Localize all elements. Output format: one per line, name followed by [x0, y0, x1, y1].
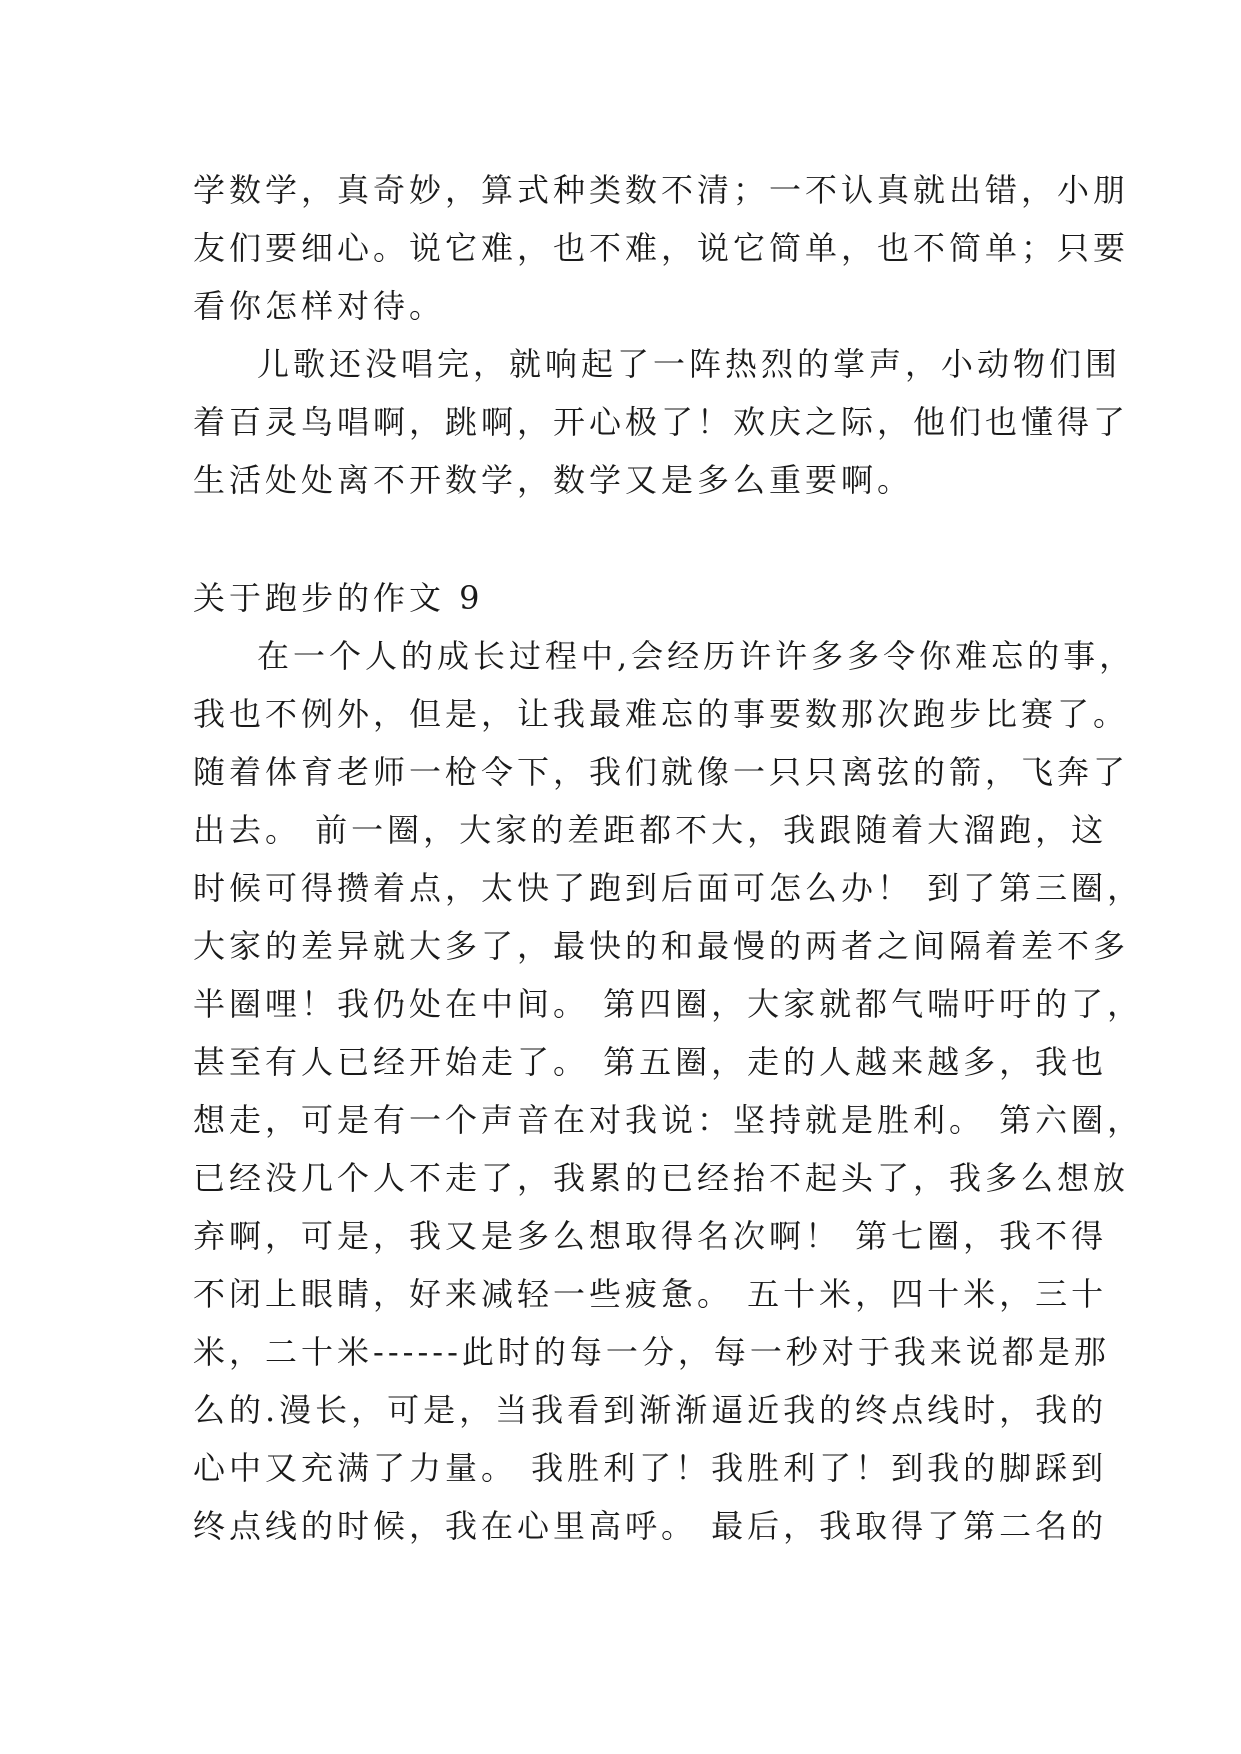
text-line: 米，二十米------此时的每一分，每一秒对于我来说都是那	[193, 1333, 1110, 1371]
text-line: 想走，可是有一个声音在对我说：坚持就是胜利。 第六圈，	[193, 1101, 1144, 1139]
text-line: 半圈哩！我仍处在中间。 第四圈，大家就都气喘吁吁的了，	[193, 985, 1144, 1023]
text-line: 不闭上眼睛，好来减轻一些疲惫。 五十米，四十米，三十	[193, 1275, 1108, 1313]
text-line: 已经没几个人不走了，我累的已经抬不起头了，我多么想放	[193, 1159, 1130, 1197]
article-title: 关于跑步的作文 9	[193, 579, 484, 617]
text-line: 么的.漫长，可是，当我看到渐渐逼近我的终点线时，我的	[193, 1391, 1108, 1429]
text-line: 在一个人的成长过程中,会经历许许多多令你难忘的事，	[257, 637, 1136, 675]
previous-section-paragraph-1	[193, 161, 1130, 335]
text-line: 学数学，真奇妙，算式种类数不清；一不认真就出错，小朋	[193, 171, 1130, 209]
previous-section-paragraph-2	[193, 335, 1130, 509]
text-line: 我也不例外，但是，让我最难忘的事要数那次跑步比赛了。	[193, 695, 1130, 733]
section-spacer	[193, 509, 1073, 569]
article-paragraph	[193, 627, 1144, 1555]
text-line: 时候可得攒着点，太快了跑到后面可怎么办！ 到了第三圈，	[193, 869, 1144, 907]
text-line: 儿歌还没唱完，就响起了一阵热烈的掌声，小动物们围	[257, 345, 1122, 383]
document-body	[193, 161, 1144, 1555]
text-line: 终点线的时候，我在心里高呼。 最后，我取得了第二名的	[193, 1507, 1108, 1545]
text-line: 心中又充满了力量。 我胜利了！我胜利了！到我的脚踩到	[193, 1449, 1108, 1487]
text-line: 友们要细心。说它难，也不难，说它简单，也不简单；只要	[193, 229, 1130, 267]
text-line: 着百灵鸟唱啊，跳啊，开心极了！欢庆之际，他们也懂得了	[193, 403, 1130, 441]
text-line: 出去。 前一圈，大家的差距都不大，我跟随着大溜跑，这	[193, 811, 1108, 849]
text-line: 弃啊，可是，我又是多么想取得名次啊！ 第七圈，我不得	[193, 1217, 1108, 1255]
text-line: 生活处处离不开数学，数学又是多么重要啊。	[193, 461, 914, 499]
text-line: 随着体育老师一枪令下，我们就像一只只离弦的箭，飞奔了	[193, 753, 1130, 791]
text-line: 大家的差异就大多了，最快的和最慢的两者之间隔着差不多	[193, 927, 1130, 965]
text-line: 看你怎样对待。	[193, 287, 446, 325]
text-line: 甚至有人已经开始走了。 第五圈，走的人越来越多，我也	[193, 1043, 1108, 1081]
